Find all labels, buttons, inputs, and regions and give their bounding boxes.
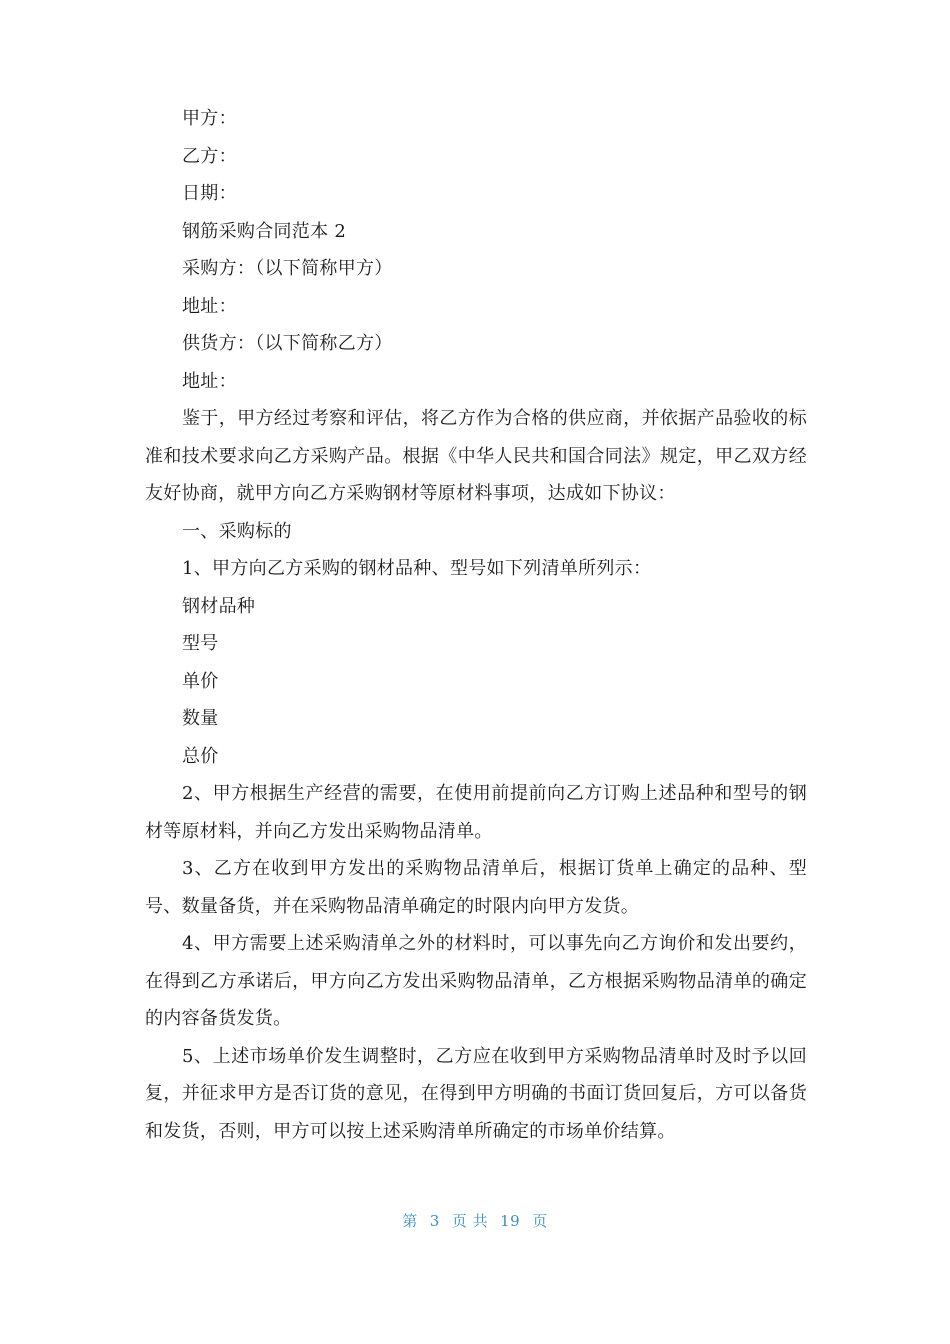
clause-1: 1、甲方向乙方采购的钢材品种、型号如下列清单所列示： [182,558,652,579]
list-item-steel-type: 钢材品种 [182,595,256,617]
footer-prefix: 第 [402,1212,418,1230]
list-item-total-price: 总价 [182,745,219,767]
supplier-line: 供货方：（以下简称乙方） [182,333,393,354]
section-heading-1: 一、采购标的 [182,520,292,542]
date-line: 日期： [182,183,237,204]
purchaser-line: 采购方：（以下简称甲方） [182,258,393,279]
footer-total-pages: 19 [500,1212,521,1230]
preamble-paragraph: 鉴于，甲方经过考察和评估，将乙方作为合格的供应商，并依据产品验收的标准和技术要求向乙方采购产品。根据《中华人民共和国合同法》规定，甲乙双方经友好协商，就甲方向乙方采购钢材等原材料事项，达成如下协议： [145,408,807,504]
party-a-line: 甲方： [182,108,237,129]
clause-5: 5、上述市场单价发生调整时，乙方应在收到甲方采购物品清单时及时予以回复，并征求甲方是否订货的意见，在得到甲方明确的书面订货回复后，方可以备货和发货，否则，甲方可以按上述采购清单所确定的市场单价结算。 [145,1045,807,1142]
clause-3: 3、乙方在收到甲方发出的采购物品清单后，根据订货单上确定的品种、型号、数量备货，并在采购物品清单确定的时限内向甲方发货。 [145,858,807,917]
document-body [145,100,807,1150]
supplier-address-line: 地址： [182,370,237,392]
list-item-model: 型号 [182,633,219,654]
clause-2: 2、甲方根据生产经营的需要，在使用前提前向乙方订购上述品种和型号的钢材等原材料，并向乙方发出采购物品清单。 [145,783,807,842]
list-item-unit-price: 单价 [182,670,219,692]
purchaser-address-line: 地址： [182,295,237,317]
party-b-line: 乙方： [182,145,237,167]
page-footer [0,1210,950,1231]
footer-middle: 页 共 [451,1212,489,1230]
list-item-quantity: 数量 [182,708,219,729]
contract-title: 钢筋采购合同范本 2 [182,220,347,242]
clause-4: 4、甲方需要上述采购清单之外的材料时，可以事先向乙方询价和发出要约，在得到乙方承诺后，甲方向乙方发出采购物品清单，乙方根据采购物品清单的确定的内容备货发货。 [145,933,807,1029]
footer-suffix: 页 [532,1212,548,1230]
footer-page-number: 3 [429,1212,440,1230]
